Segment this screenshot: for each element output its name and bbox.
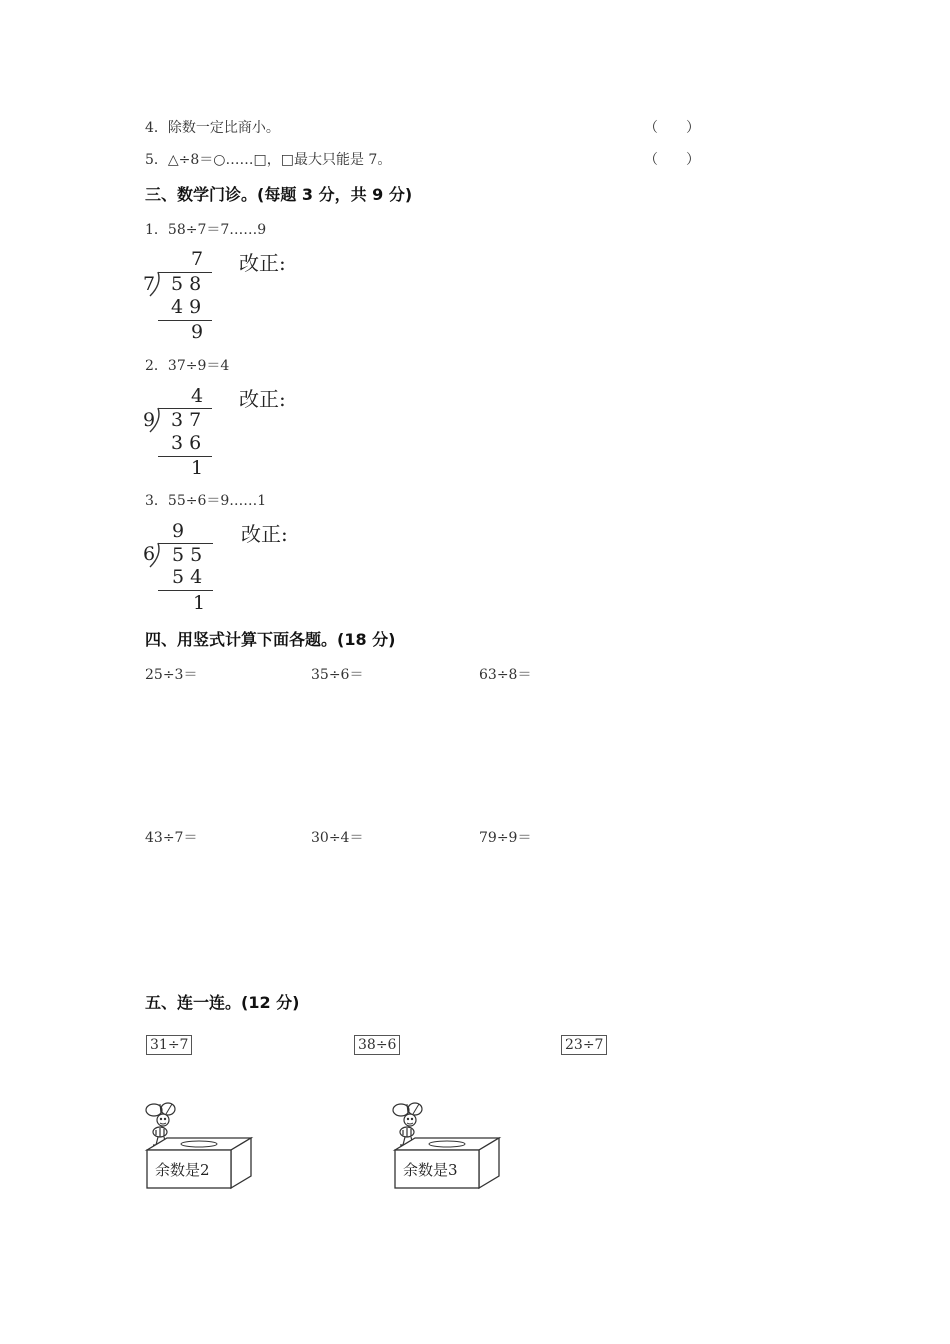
quotient-2: 4 bbox=[191, 385, 204, 407]
answer-parens-5[interactable]: （ ） bbox=[644, 152, 700, 168]
dividend-2: 3 7 bbox=[171, 409, 202, 431]
problem-3-text: 3．55÷6＝9……1 bbox=[145, 493, 267, 509]
product-2: 3 6 bbox=[171, 432, 202, 454]
subtract-line-3 bbox=[158, 590, 213, 591]
section-5-heading: 五、连一连。(12 分) bbox=[145, 993, 300, 1012]
product-1: 4 9 bbox=[171, 296, 202, 318]
calc-item-5: 30÷4＝ bbox=[311, 830, 364, 846]
remainder-1: 9 bbox=[191, 321, 204, 343]
bracket-3 bbox=[0, 0, 1, 1]
calc-item-6: 79÷9＝ bbox=[479, 830, 532, 846]
problem-2-text: 2．37÷9＝4 bbox=[145, 358, 230, 374]
calc-item-2: 35÷6＝ bbox=[311, 667, 364, 683]
remainder-2: 1 bbox=[191, 457, 204, 479]
correction-label-3: 改正: bbox=[241, 522, 288, 546]
calc-item-3: 63÷8＝ bbox=[479, 667, 532, 683]
remainder-3: 1 bbox=[193, 592, 206, 614]
expression-card-1[interactable]: 31÷7 bbox=[146, 1035, 192, 1055]
section-4-heading: 四、用竖式计算下面各题。(18 分) bbox=[145, 630, 396, 649]
calc-item-1: 25÷3＝ bbox=[145, 667, 198, 683]
calc-item-4: 43÷7＝ bbox=[145, 830, 198, 846]
expression-card-3[interactable]: 23÷7 bbox=[561, 1035, 607, 1055]
dividend-1: 5 8 bbox=[171, 273, 202, 295]
quotient-3: 9 bbox=[172, 520, 185, 542]
remainder-box-1[interactable]: 余数是2 bbox=[155, 1161, 210, 1179]
section-3-heading: 三、数学门诊。(每题 3 分，共 9 分) bbox=[145, 185, 413, 204]
subtract-line-2 bbox=[158, 456, 212, 457]
correction-label-1: 改正: bbox=[239, 251, 286, 275]
remainder-box-2[interactable]: 余数是3 bbox=[403, 1161, 458, 1179]
answer-parens-4[interactable]: （ ） bbox=[644, 120, 700, 136]
correction-label-2: 改正: bbox=[239, 387, 286, 411]
dividend-3: 5 5 bbox=[172, 544, 203, 566]
product-3: 5 4 bbox=[172, 566, 203, 588]
divisor-2: 9 bbox=[143, 409, 156, 431]
divisor-3: 6 bbox=[143, 543, 156, 565]
divisor-1: 7 bbox=[143, 273, 156, 295]
judge-item-5: 5．△÷8＝○……□，□最大只能是 7。 bbox=[145, 152, 392, 168]
expression-card-2[interactable]: 38÷6 bbox=[354, 1035, 400, 1055]
judge-item-4: 4．除数一定比商小。 bbox=[145, 120, 280, 136]
quotient-1: 7 bbox=[191, 248, 204, 270]
problem-1-text: 1．58÷7＝7……9 bbox=[145, 222, 267, 238]
subtract-line-1 bbox=[158, 320, 212, 321]
